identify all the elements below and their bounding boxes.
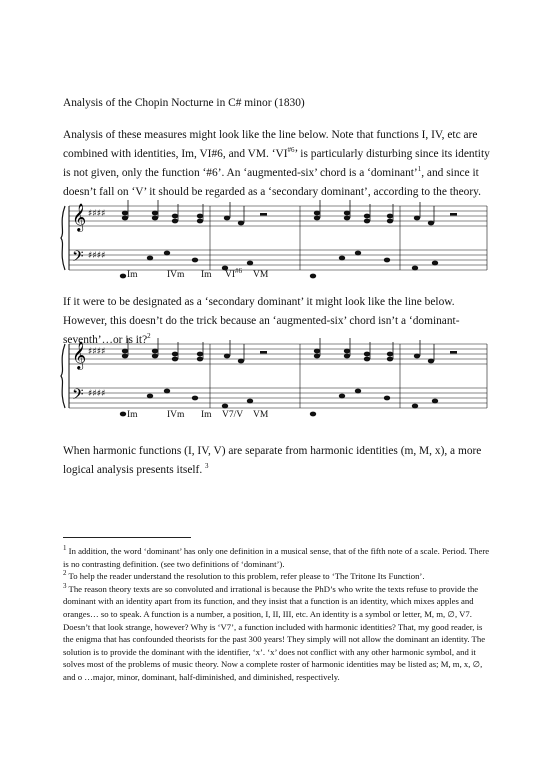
svg-text:♯♯♯♯: ♯♯♯♯: [88, 209, 106, 219]
footnote-ref-3: 3: [205, 462, 209, 471]
paragraph-3-text: When harmonic functions (I, IV, V) are separate from harmonic identities (m, M, x), a more logical analysis presents itself.: [63, 445, 482, 476]
paragraph-1-text-c: , and since it doesn’t fall on ‘V’ it should be regarded as a ‘secondary dominant’, according to the theory.: [63, 167, 481, 198]
svg-text:♯♯♯♯: ♯♯♯♯: [88, 389, 106, 399]
paragraph-3: [63, 442, 491, 480]
analysis2-label-ivm: IVm: [167, 410, 185, 420]
bass-clef-icon: 𝄢: [72, 248, 84, 269]
footnotes: [63, 545, 491, 684]
paragraph-1: [63, 126, 491, 202]
svg-text:♯♯♯♯: ♯♯♯♯: [88, 251, 106, 261]
analysis2-label-im-1: Im: [127, 410, 138, 420]
footnote-divider: [63, 537, 191, 538]
svg-text:𝄞: 𝄞: [72, 341, 87, 369]
paragraph-1-text-b: ’ is particularly disturbing since its identity is not given, only the function ‘#6’. An ‘augmented-six’ chord is a ‘dominant’: [63, 148, 490, 179]
analysis-label-vi-sharp6: VI$^{\#6}$: [225, 266, 243, 280]
analysis-label-vm: VM: [253, 270, 269, 280]
analysis2-label-v7-of-v: V7/V: [222, 410, 244, 420]
footnote-2: $^2$ To help the reader understand the resolution to this problem, refer please to ‘The Tritone Its Function’.: [63, 569, 425, 582]
score-1-notation: [55, 192, 495, 287]
treble-clef-icon: 𝄞: [72, 203, 87, 231]
analysis-label-ivm: IVm: [167, 270, 185, 280]
document-title: Analysis of the Chopin Nocturne in C# minor (1830): [63, 97, 305, 109]
footnote-1: $^1$ In addition, the word ‘dominant’ has only one definition in a musical sense, that of the fifth note of a scale. Period. There is no contrasting definition. (see two definitions of ‘dominant’).: [63, 544, 490, 569]
paragraph-1-sup-a: #6: [287, 146, 295, 155]
footnote-ref-1: 1: [417, 165, 422, 174]
svg-text:♯♯♯♯: ♯♯♯♯: [88, 347, 106, 357]
music-score-2: [55, 330, 495, 430]
paragraph-2-text: If it were to be designated as a ‘secondary dominant’ it might look like the line below. However, this doesn’t do the trick because an ‘augmented-six’ chord isn’t a ‘dominant-seventh’…or is it?: [63, 296, 460, 346]
analysis2-label-im-2: Im: [201, 410, 212, 420]
footnote-3: $^3$ The reason theory texts are so convoluted and irrational is because the PhD’s who write the texts refuse to provide the dominant with an identity apart from its function, and they insist that a function is an identity, which mixes apples and oranges… so to speak. A function is a number, a position, I, II, III, etc. An identity is a symbol or letter, M, m, ∅, V7. Doesn’t that look strange, however? Why is ‘V7’, a function included with harmonic identities? That, my good reader, is the enigma that has confounded theorists for the past 300 years! They simply will not allow the dominant an identity. The solution is to provide the dominant with the identifier, ‘x’. ‘x’ does not conflict with any other harmonic symbol, and it solves most of the problems of music theory. Now a complete roster of harmonic identities may be listed as; M, m, x, ∅, and o …major, minor, dominant, half-diminished, and diminished, respectively.: [63, 581, 486, 682]
score-2-notation: [55, 330, 495, 430]
footnote-ref-2: 2: [147, 332, 151, 341]
analysis-label-im-2: Im: [201, 270, 212, 280]
analysis2-label-vm: VM: [253, 410, 269, 420]
analysis-label-im-1: Im: [127, 270, 138, 280]
paragraph-1-text-a: Analysis of these measures might look like the line below. Note that functions I, IV, etc are combined with identities, Im, VI#6, and VM. ‘VI: [63, 129, 478, 160]
svg-text:𝄢: 𝄢: [72, 386, 84, 407]
music-score-1: [55, 192, 495, 287]
